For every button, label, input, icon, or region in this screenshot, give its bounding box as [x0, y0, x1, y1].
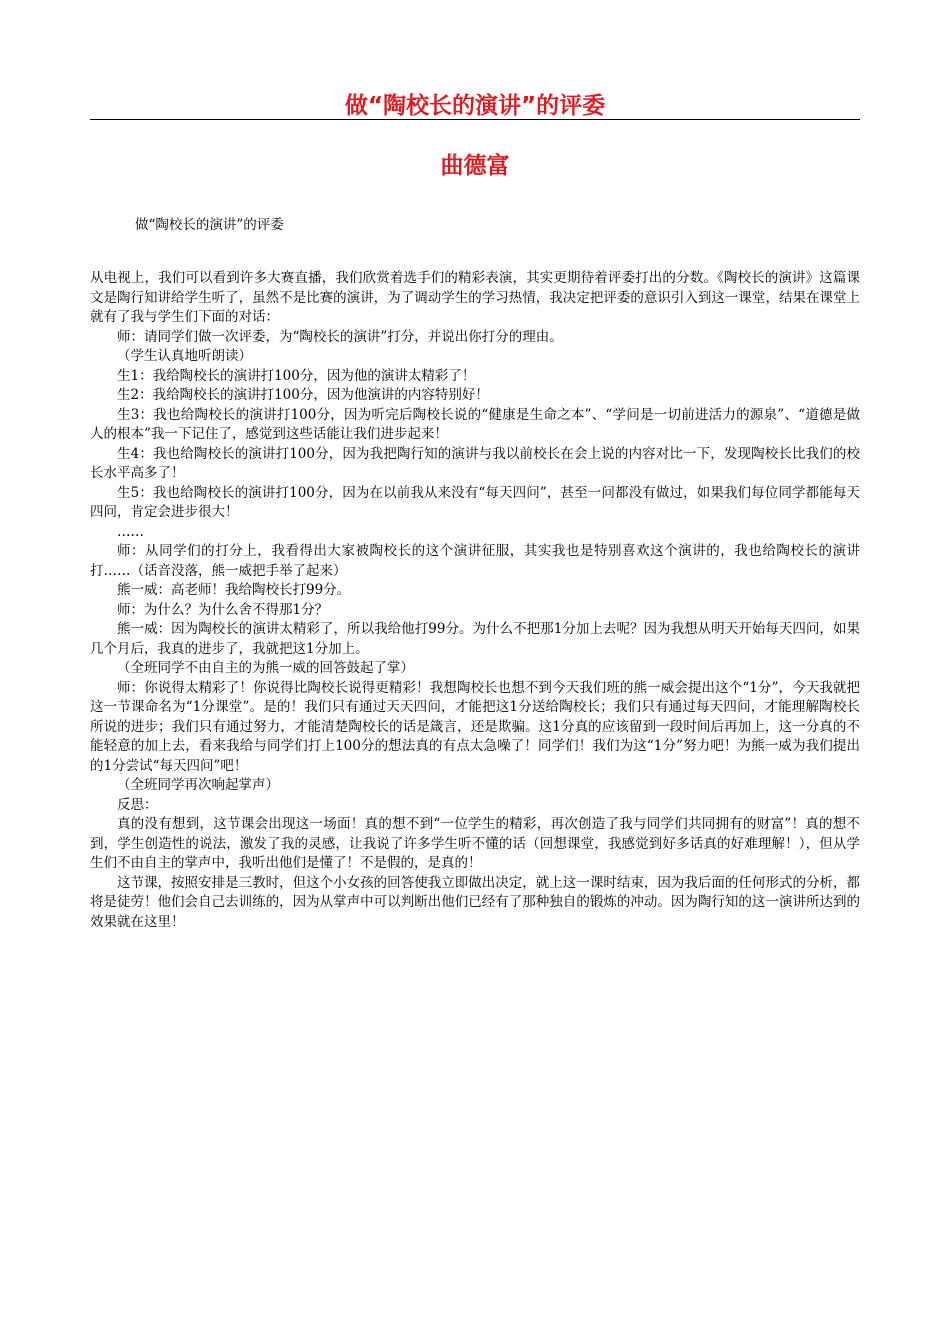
body-paragraph: 生3：我也给陶校长的演讲打100分，因为听完后陶校长说的“健康是生命之本”、“学问是一切前进活力的源泉”、“道德是做人的根本”我一下记住了，感觉到这些话能让我们进步起来！ [90, 406, 860, 442]
body-paragraph: 师：从同学们的打分上，我看得出大家被陶校长的这个演讲征服，其实我也是特别喜欢这个演讲的，我也给陶校长的演讲打……（话音没落，熊一威把手举了起来） [90, 543, 860, 579]
body-paragraph: 真的没有想到，这节课会出现这一场面！真的想不到“一位学生的精彩，再次创造了我与同学们共同拥有的财富”！真的想不到，学生创造性的说法，激发了我的灵感，让我说了许多学生听不懂的话（回想课堂，我感觉到好多话真的好难理解！），但从学生们不由自主的掌声中，我听出他们是懂了！不是假的，是真的！ [90, 816, 860, 871]
body-paragraph: （全班同学不由自主的为熊一威的回答鼓起了掌） [117, 660, 414, 676]
body-paragraph: 生1：我给陶校长的演讲打100分，因为他的演讲太精彩了！ [117, 367, 476, 384]
body-paragraph: 这节课，按照安排是三教时，但这个小女孩的回答使我立即做出决定，就上这一课时结束，因为我后面的任何形式的分析，都将是徒劳！他们会自己去训练的，因为从掌声中可以判断出他们已经有了那种独自的锻炼的冲动。因为陶行知的这一演讲所达到的效果就在这里！ [90, 874, 860, 930]
body-paragraph: 师：你说得太精彩了！你说得比陶校长说得更精彩！我想陶校长也想不到今天我们班的熊一威会提出这个“1分”，今天我就把这一节课命名为“1分课堂”。是的！我们只有通过天天四问，才能把这1分送给陶校长；我们只有通过每天四问，才能理解陶校长所说的进步；我们只有通过努力，才能清楚陶校长的话是箴言，还是欺骗。这1分真的应该留到一段时间后再加上，这一分真的不能轻意的加上去，看来我给与同学们打上100分的想法真的有点太急噪了！同学们！我们为这“1分”努力吧！为熊一威为我们提出的1分尝试“每天四问”吧！ [90, 679, 860, 774]
body-paragraph: 生2：我给陶校长的演讲打100分，因为他演讲的内容特别好！ [117, 387, 489, 403]
body-paragraph: 生4：我也给陶校长的演讲打100分，因为我把陶行知的演讲与我以前校长在会上说的内容对比一下，发现陶校长比我们的校长水平高多了！ [90, 445, 860, 481]
body-paragraph: 师：为什么？为什么舍不得那1分？ [117, 601, 329, 618]
title-divider [90, 119, 860, 120]
body-paragraph: （学生认真地听朗读） [117, 348, 252, 364]
body-paragraph: 反思： [117, 796, 158, 813]
body-paragraph: …… [117, 523, 144, 540]
body-paragraph: 从电视上，我们可以看到许多大赛直播，我们欣赏着选手们的精彩表演，其实更期待着评委打出的分数。《陶校长的演讲》这篇课文是陶行知讲给学生听了，虽然不是比赛的演讲，为了调动学生的学习热情，我决定把评委的意识引入到这一课堂，结果在课堂上就有了我与学生们下面的对话： [90, 270, 860, 325]
body-paragraph: 熊一威：高老师！我给陶校长打99分。 [117, 582, 351, 598]
document-subtitle: 做“陶校长的演讲”的评委 [135, 217, 284, 233]
body-paragraph: 生5：我也给陶校长的演讲打100分，因为在以前我从来没有“每天四问”，甚至一问都没有做过，如果我们每位同学都能每天四问，肯定会进步很大！ [90, 484, 860, 520]
body-paragraph: 师：请同学们做一次评委，为“陶校长的演讲”打分，并说出你打分的理由。 [117, 328, 563, 345]
body-paragraph: （全班同学再次响起掌声） [117, 777, 279, 793]
body-paragraph: 熊一威：因为陶校长的演讲太精彩了，所以我给他打99分。为什么不把那1分加上去呢？因为我想从明天开始每天四问，如果几个月后，我真的进步了，我就把这1分加上。 [90, 621, 860, 657]
document-body [90, 269, 860, 932]
document-author: 曲德富 [440, 153, 510, 179]
document-title: 做“陶校长的演讲”的评委 [344, 93, 606, 119]
